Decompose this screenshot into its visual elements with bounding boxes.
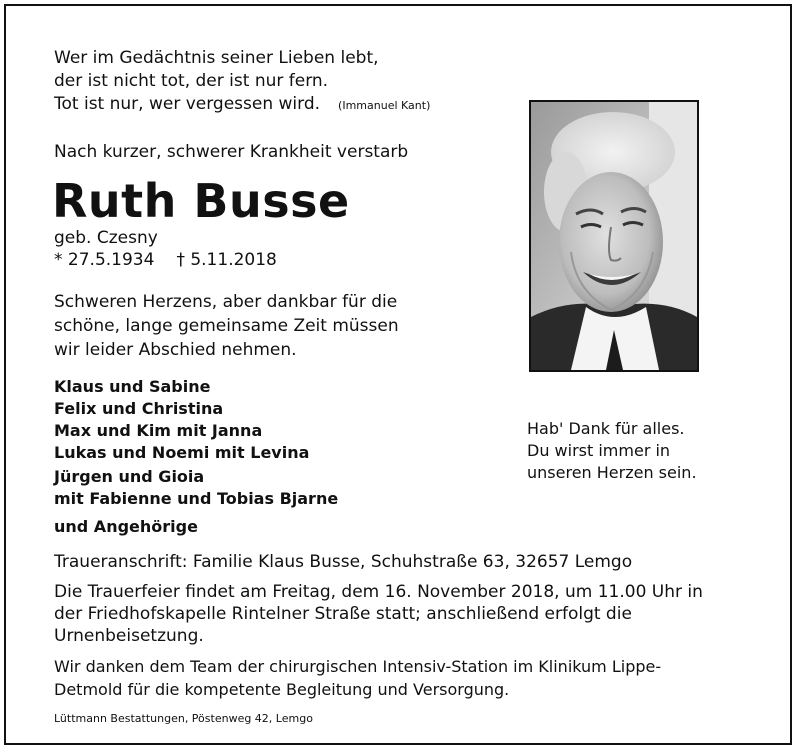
death-date: † 5.11.2018 — [176, 250, 277, 270]
service-line: der Friedhofskapelle Rintelner Straße statt; anschließend erfolgt die — [54, 604, 632, 624]
family-member: Max und Kim mit Janna — [54, 421, 263, 440]
portrait-photo — [529, 100, 699, 372]
farewell-line: Schweren Herzens, aber dankbar für die — [54, 292, 398, 312]
undertaker-info: Lüttmann Bestattungen, Pöstenweg 42, Lemgo — [54, 712, 313, 725]
clinic-thanks-line: Detmold für die kompetente Begleitung und Versorgung. — [54, 680, 510, 699]
quote-line — [54, 93, 430, 117]
family-list — [54, 376, 338, 538]
intro-text: Nach kurzer, schwerer Krankheit verstarb — [54, 142, 409, 162]
family-member: Lukas und Noemi mit Levina — [54, 443, 310, 462]
quote-block — [54, 47, 430, 117]
clinic-thanks — [54, 655, 661, 701]
quote-line: Wer im Gedächtnis seiner Lieben lebt, — [54, 48, 379, 68]
thanks-note — [527, 418, 697, 484]
portrait-image — [531, 102, 697, 370]
quote-author: (Immanuel Kant) — [338, 99, 431, 112]
life-dates — [54, 250, 277, 270]
farewell-line: schöne, lange gemeinsame Zeit müssen — [54, 316, 399, 336]
farewell-text — [54, 290, 399, 362]
quote-line: der ist nicht tot, der ist nur fern. — [54, 71, 329, 91]
birth-date: * 27.5.1934 — [54, 250, 155, 270]
family-member: mit Fabienne und Tobias Bjarne — [54, 489, 339, 508]
service-line: Die Trauerfeier findet am Freitag, dem 16. November 2018, um 11.00 Uhr in — [54, 582, 703, 602]
thanks-line: unseren Herzen sein. — [527, 463, 697, 482]
family-member: Klaus und Sabine — [54, 377, 211, 396]
clinic-thanks-line: Wir danken dem Team der chirurgischen Intensiv-Station im Klinikum Lippe- — [54, 657, 662, 676]
funeral-service-info — [54, 581, 703, 647]
mourning-address: Traueranschrift: Familie Klaus Busse, Schuhstraße 63, 32657 Lemgo — [54, 552, 633, 572]
quote-line-text: Tot ist nur, wer vergessen wird. — [54, 94, 321, 114]
family-member: und Angehörige — [54, 517, 198, 536]
family-member: Felix und Christina — [54, 399, 224, 418]
farewell-line: wir leider Abschied nehmen. — [54, 340, 297, 360]
birth-name: geb. Czesny — [54, 228, 158, 248]
family-member: Jürgen und Gioia — [54, 467, 205, 486]
deceased-name: Ruth Busse — [52, 174, 350, 228]
thanks-line: Hab' Dank für alles. — [527, 419, 685, 438]
thanks-line: Du wirst immer in — [527, 441, 671, 460]
service-line: Urnenbeisetzung. — [54, 626, 204, 646]
